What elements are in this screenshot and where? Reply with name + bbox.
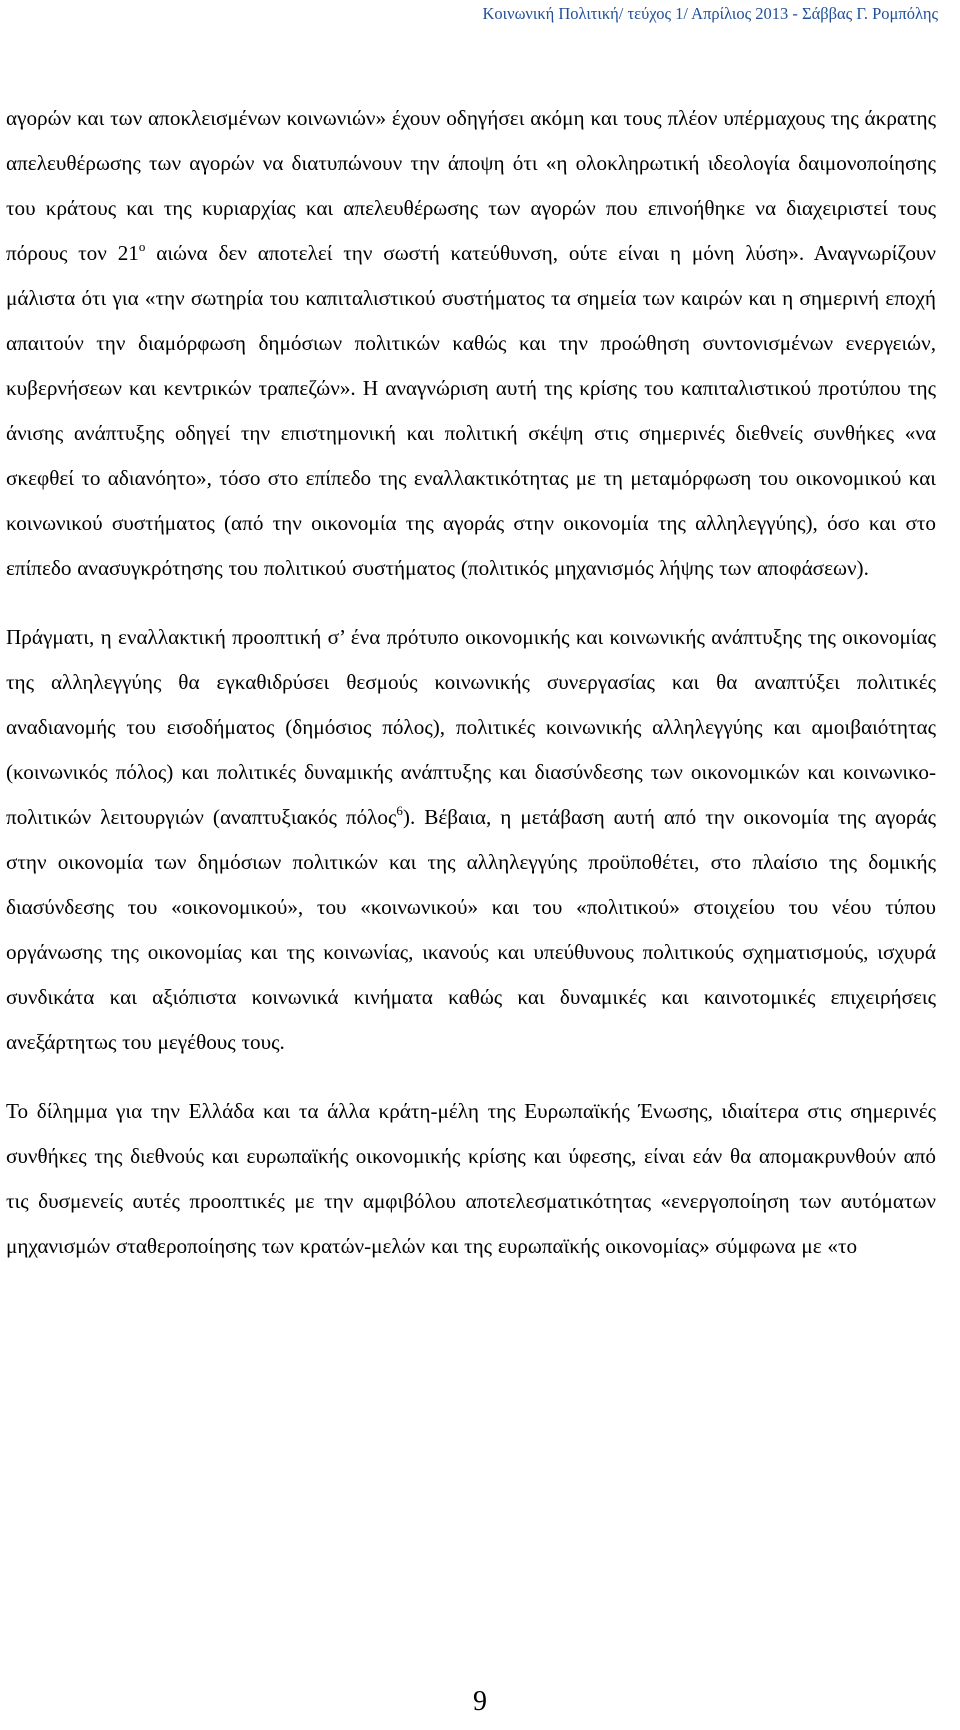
running-header: Κοινωνική Πολιτική/ τεύχος 1/ Απρίλιος 2013 - Σάββας Γ. Ρομπόλης [482,4,938,23]
paragraph-1-text-b: αιώνα δεν αποτελεί την σωστή κατεύθυνση, ούτε είναι η μόνη λύση». Αναγνωρίζουν μάλιστα ότι για «την σωτηρία του καπιταλιστικού συστήματος τα σημεία των καιρών και η σημερινή εποχή απαιτούν την διαμόρφωση δημόσιων πολιτικών καθώς και την προώθηση συντονισμένων ενεργειών, κυβερνήσεων και κεντρικών τραπεζών». Η αναγνώριση αυτή της κρίσης του καπιταλιστικού προτύπου της άνισης ανάπτυξης οδηγεί την επιστημονική και πολιτική σκέψη στις σημερινές διεθνείς συνθήκες «να σκεφθεί το αδιανόητο», τόσο στο επίπεδο της εναλλακτικότητας με τη μεταμόρφωση του οικονομικού και κοινωνικού συστήματος (από την οικονομία της αγοράς στην οικονομία της αλληλεγγύης), όσο και στο επίπεδο ανασυγκρότησης του πολιτικού συστήματος (πολιτικός μηχανισμός λήψης των αποφάσεων). [6,241,936,580]
paragraph-2-text-b: ). Βέβαια, η μετάβαση αυτή από την οικονομία της αγοράς στην οικονομία των δημόσιων πολιτικών και της αλληλεγγύης προϋποθέτει, στο πλαίσιο της δομικής διασύνδεσης του «οικονομικού», του «κοινωνικού» και του «πολιτικού» στοιχείου του νέου τύπου οργάνωσης της οικονομίας και της κοινωνίας, ικανούς και υπεύθυνους πολιτικούς σχηματισμούς, ισχυρά συνδικάτα και αξιόπιστα κοινωνικά κινήματα καθώς και δυναμικές και καινοτομικές επιχειρήσεις ανεξάρτητως του μεγέθους τους. [6,805,936,1054]
paragraph-3: Το δίλημμα για την Ελλάδα και τα άλλα κράτη-μέλη της Ευρωπαϊκής Ένωσης, ιδιαίτερα στις σημερινές συνθήκες της διεθνούς και ευρωπαϊκής οικονομικής κρίσης και ύφεσης, είναι εάν θα απομακρυνθούν από τις δυσμενείς αυτές προοπτικές με την αμφιβόλου αποτελεσματικότητας «ενεργοποίηση των αυτόματων μηχανισμών σταθεροποίησης των κρατών-μελών και της ευρωπαϊκής οικονομίας» σύμφωνα με «το [6,1099,936,1258]
paragraph-2-text-a: Πράγματι, η εναλλακτική προοπτική σ’ ένα πρότυπο οικονομικής και κοινωνικής ανάπτυξης της οικονομίας της αλληλεγγύης θα εγκαθιδρύσει θεσμούς κοινωνικής συνεργασίας και θα αναπτύξει πολιτικές αναδιανομής του εισοδήματος (δημόσιος πόλος), πολιτικές κοινωνικής αλληλεγγύης και αμοιβαιότητας (κοινωνικός πόλος) και πολιτικές δυναμικής ανάπτυξης και διασύνδεσης των οικονομικών και κοινωνικο-πολιτικών λειτουργιών (αναπτυξιακός πόλος [6,625,936,829]
paragraph-1 [6,96,936,591]
footnote-reference[interactable]: 6 [396,803,403,818]
paragraph-2 [6,615,936,1065]
page-number: 9 [473,1686,487,1717]
superscript-ordinal: ο [138,239,146,254]
paragraph-1-text-a: αγορών και των αποκλεισμένων κοινωνιών» έχουν οδηγήσει ακόμη και τους πλέον υπέρμαχους της άκρατης απελευθέρωσης των αγορών να διατυπώνουν την άποψη ότι «η ολοκληρωτική ιδεολογία δαιμονοποίησης του κράτους και της κυριαρχίας και απελευθέρωσης των αγορών που επινοήθηκε να διαχειριστεί τους πόρους τον 21 [6,106,936,265]
document-body [6,96,936,1269]
